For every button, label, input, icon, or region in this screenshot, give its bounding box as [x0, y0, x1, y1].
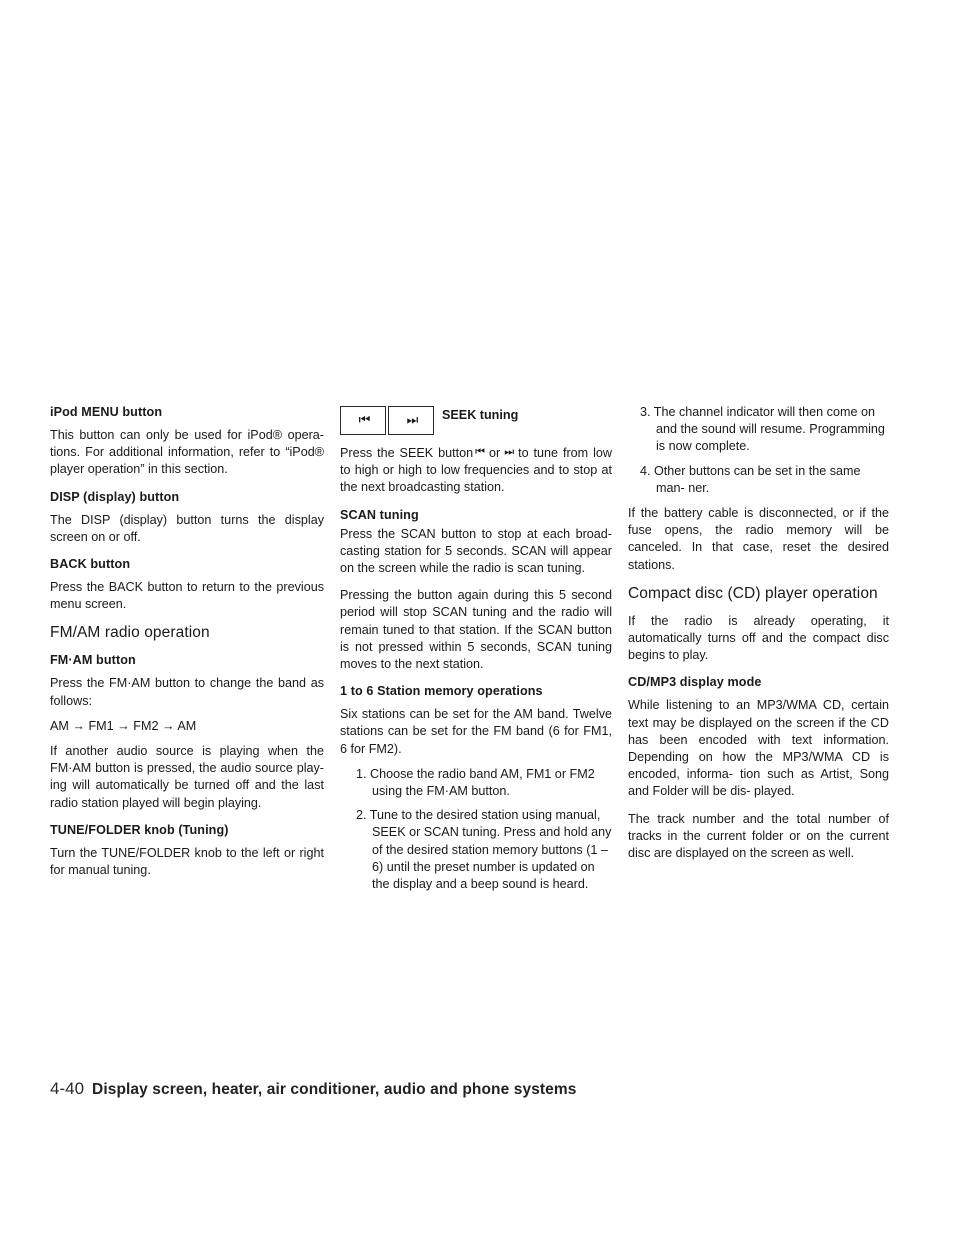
page-footer [50, 1079, 577, 1099]
memory-steps-list [340, 766, 612, 893]
seek-text-end: to tune from low to high or high to low frequencies and to stop at the next broadcasting station. [340, 446, 612, 495]
battery-text: If the battery cable is disconnected, or if the fuse opens, the radio memory will be canceled. In that case, reset the desired stations. [628, 506, 889, 572]
band-sequence: AM → FM1 → FM2 → AM [50, 718, 197, 733]
list-item: 4. Other buttons can be set in the same man- ner. [640, 463, 861, 495]
left-column [50, 404, 324, 887]
tune-folder-text: Turn the TUNE/FOLDER knob to the left or right for manual tuning. [50, 845, 324, 878]
memory-steps-continued [628, 404, 889, 497]
fmam-other-source-text: If another audio source is playing when the FM·AM button is pressed, the audio source play- ing will automatically be turned off and the last radio station played will begin playing. [50, 744, 324, 810]
scan-text-2: Pressing the button again during this 5 second period will stop SCAN tuning and the radio will remain tuned to that station. If the SCAN button is not pressed within 5 seconds, SCAN tuning moves to the next station. [340, 588, 612, 672]
ipod-menu-text: This button can only be used for iPod® opera- tions. For additional information, refer to “iPod® player operation” in this section. [50, 428, 324, 477]
scan-heading: SCAN tuning [340, 507, 419, 522]
tune-folder-heading: TUNE/FOLDER knob (Tuning) [50, 822, 229, 837]
middle-column [340, 404, 612, 901]
track-text: The track number and the total number of tracks in the current folder or on the current disc are displayed on the screen as well. [628, 811, 889, 861]
chapter-title: Display screen, heater, air conditioner, audio and phone systems [92, 1081, 577, 1098]
list-item: 1. Choose the radio band AM, FM1 or FM2 using the FM·AM button. [356, 766, 595, 799]
disp-text: The DISP (display) button turns the display screen on or off. [50, 512, 324, 544]
seek-text [340, 444, 612, 497]
seek-prev-inline-icon: ⏮ [475, 446, 483, 458]
seek-next-inline-icon: ⏭ [504, 446, 513, 458]
list-item: 3. The channel indicator will then come on and the sound will resume. Programming is now complete. [640, 405, 885, 454]
seek-text-start: Press the SEEK button [340, 446, 474, 460]
seek-prev-icon: ⏮ [340, 406, 386, 435]
back-heading: BACK button [50, 557, 131, 572]
seek-next-icon: ⏭ [388, 406, 434, 435]
list-item: 2. Tune to the desired station using manual, SEEK or SCAN tuning. Press and hold any of the desired station memory buttons (1 – 6) until the preset number is updated on the display and a beep sound is heard. [356, 808, 612, 892]
page-number: 4-40 [50, 1079, 85, 1098]
right-column [628, 404, 889, 870]
mp3-heading: CD/MP3 display mode [628, 675, 762, 690]
seek-text-or: or [489, 446, 501, 460]
seek-heading-row [340, 404, 612, 436]
cd-text: If the radio is already operating, it automatically turns off and the compact disc begins to play. [628, 613, 889, 663]
fmam-button-heading: FM·AM button [50, 653, 136, 668]
disp-heading: DISP (display) button [50, 489, 180, 504]
cd-section-title: Compact disc (CD) player operation [628, 584, 878, 602]
fmam-button-text: Press the FM·AM button to change the band as follows: [50, 676, 324, 708]
ipod-menu-heading: iPod MENU button [50, 405, 163, 419]
mp3-text: While listening to an MP3/WMA CD, certain text may be displayed on the screen if the CD has been encoded with text information. Depending on how the MP3/WMA CD is encoded, informa- tion such as Artist, Song and Folder will be dis- played. [628, 698, 889, 799]
memory-heading: 1 to 6 Station memory operations [340, 684, 543, 699]
scan-text-1: Press the SCAN button to stop at each broad- casting station for 5 seconds. SCAN will appear on the screen while the radio is scan tuning. [340, 526, 612, 576]
memory-text: Six stations can be set for the AM band. Twelve stations can be set for the FM band (6 for FM1, 6 for FM2). [340, 707, 612, 756]
seek-heading: SEEK tuning [442, 408, 519, 422]
fmam-section-title: FM/AM radio operation [50, 624, 210, 642]
back-text: Press the BACK button to return to the previous menu screen. [50, 580, 324, 612]
